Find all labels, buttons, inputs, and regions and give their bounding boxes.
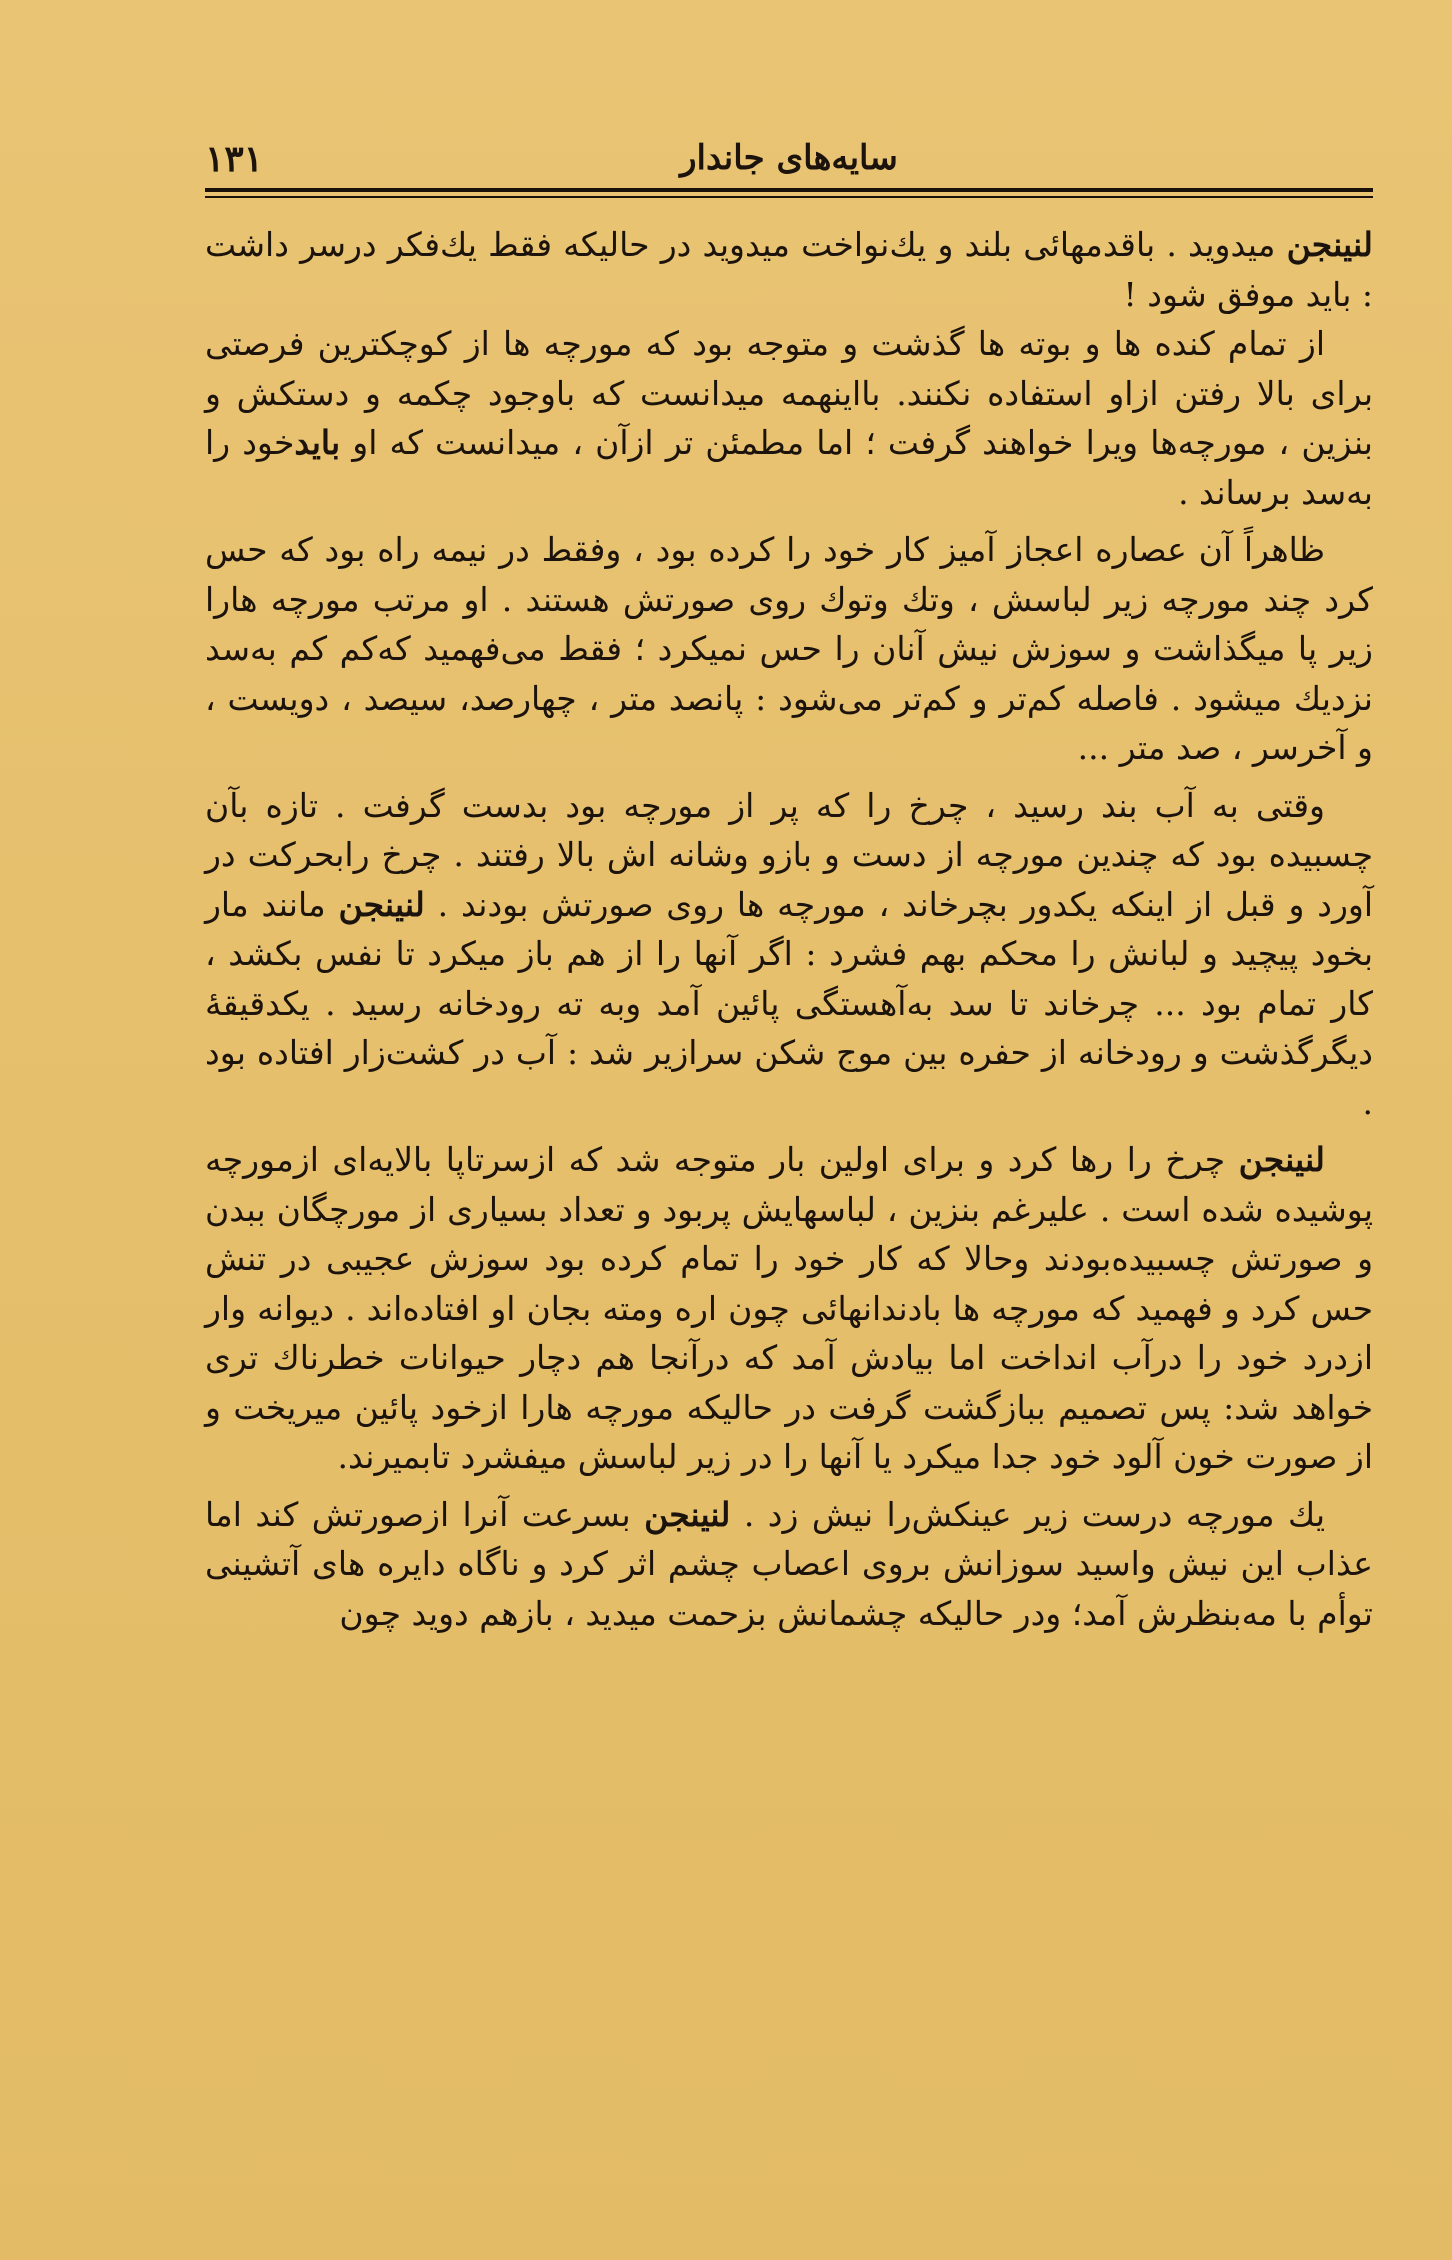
- body-text: [205, 220, 1373, 2180]
- running-title: سایه‌های جاندار: [680, 138, 898, 178]
- paragraph-4-text-a: وقتی به آب بند رسید ، چرخ را که پر از مورچه بود بدست گرفت . تازه بآن چسبیده بود که چندین مورچه از دست و بازو وشانه اش بالا رفتند . چرخ رابحرکت در آورد و قبل از اینکه یکدور بچرخاند ، مورچه ها روی صورتش بودند .: [205, 785, 1374, 924]
- paragraph-3: [205, 525, 1373, 773]
- paragraph-2-text-a: از تمام کنده ها و بوته ها گذشت و متوجه بود که مورچه ها از کوچکترین فرصتی برای بالا رفتن ازاو استفاده نکنند. بااینهمه میدانست که باوجود چکمه و دستکش و بنزین ، مورچه‌ها ویرا خواهند گرفت ؛ اما مطمئن تر ازآن ، میدانست که او: [205, 324, 1373, 462]
- header-rule-thin: [205, 196, 1373, 198]
- page-number: ۱۳۱: [205, 138, 264, 180]
- paragraph-6-text-b: بسرعت آنرا ازصورتش کند اما عذاب این نیش واسید سوزانش بروی اعصاب چشم اثر کرد و ناگاه دایره های آتشینی توأم با مه‌بنظرش آمد؛ ودر حالیکه چشمانش بزحمت میدید ، بازهم دوید چون: [205, 1494, 1373, 1633]
- paragraph-2-emphasis: باید: [294, 423, 341, 462]
- paragraph-3-text: ظاهراً آن عصاره اعجاز آمیز کار خود را کرده بود ، وفقط در نیمه راه بود که حس کرد چند مورچه زیر لباسش ، وتك وتوك روی صورتش هستند . او مرتب مورچه هارا زیر پا میگذاشت و سوزش نیش آنان را حس نمیکرد ؛ فقط می‌فهمید که‌کم کم به‌سد نزدیك میشود . فاصله کم‌تر و کم‌تر می‌شود : پانصد متر ، چهارصد، سیصد ، دویست ، و آخرسر ، صد متر ...: [205, 530, 1373, 767]
- page-header: [205, 128, 1373, 192]
- paragraph-5-name: لنینجن: [1238, 1140, 1325, 1179]
- paragraph-4: [205, 781, 1373, 1128]
- header-rule-thick: [205, 188, 1373, 192]
- paragraph-6-name: لنینجن: [644, 1494, 731, 1534]
- paragraph-5-text: چرخ را رها کرد و برای اولین بار متوجه شد که ازسرتاپا بالایه‌ای ازمورچه پوشیده شده است . علیرغم بنزین ، لباسهایش پربود و تعداد بسیاری از مورچگان ببدن و صورتش چسبیده‌بودند وحالا که کار خود را تمام کرده بود سوزش عجیبی در تنش حس کرد و فهمید که مورچه ها بادندانهائی چون اره ومته بجان او افتاده‌اند . دیوانه وار ازدرد خود را درآب انداخت اما بیادش آمد که درآنجا هم دچار حیوانات خطرناك تری خواهد شد: پس تصمیم ببازگشت گرفت در حالیکه مورچه هارا ازخود پائین میریخت و از صورت خون آلود خود جدا میکرد یا آنها را در زیر لباسش میفشرد تابمیرند.: [205, 1140, 1373, 1476]
- paragraph-1-text: میدوید . باقدمهائی بلند و یك‌نواخت میدوید در حالیکه فقط یك‌فکر درسر داشت : باید موفق شود !: [205, 225, 1373, 314]
- paragraph-6-text-a: یك مورچه درست زیر عینکش‌را نیش زد .: [730, 1494, 1325, 1534]
- paragraph-4-name: لنینجن: [338, 884, 425, 924]
- paragraph-2: [205, 319, 1373, 517]
- paragraph-1: [205, 220, 1373, 319]
- paragraph-1-name: لنینجن: [1286, 225, 1373, 264]
- paragraph-6: [205, 1490, 1373, 1639]
- paragraph-5: [205, 1135, 1373, 1482]
- paragraph-2-text-b: خود را به‌سد برساند .: [205, 423, 1373, 512]
- paragraph-4-text-b: مانند مار بخود پیچید و لبانش را محکم بهم فشرد : اگر آنها را از هم باز میکرد تا نفس بکشد ، کار تمام بود ... چرخاند تا سد به‌آهستگی پائین آمد وبه ته رودخانه رسید . یکدقیقهٔ دیگرگذشت و رودخانه از حفره بین موج شکن سرازیر شد : آب در کشت‌زار افتاده بود .: [205, 884, 1373, 1122]
